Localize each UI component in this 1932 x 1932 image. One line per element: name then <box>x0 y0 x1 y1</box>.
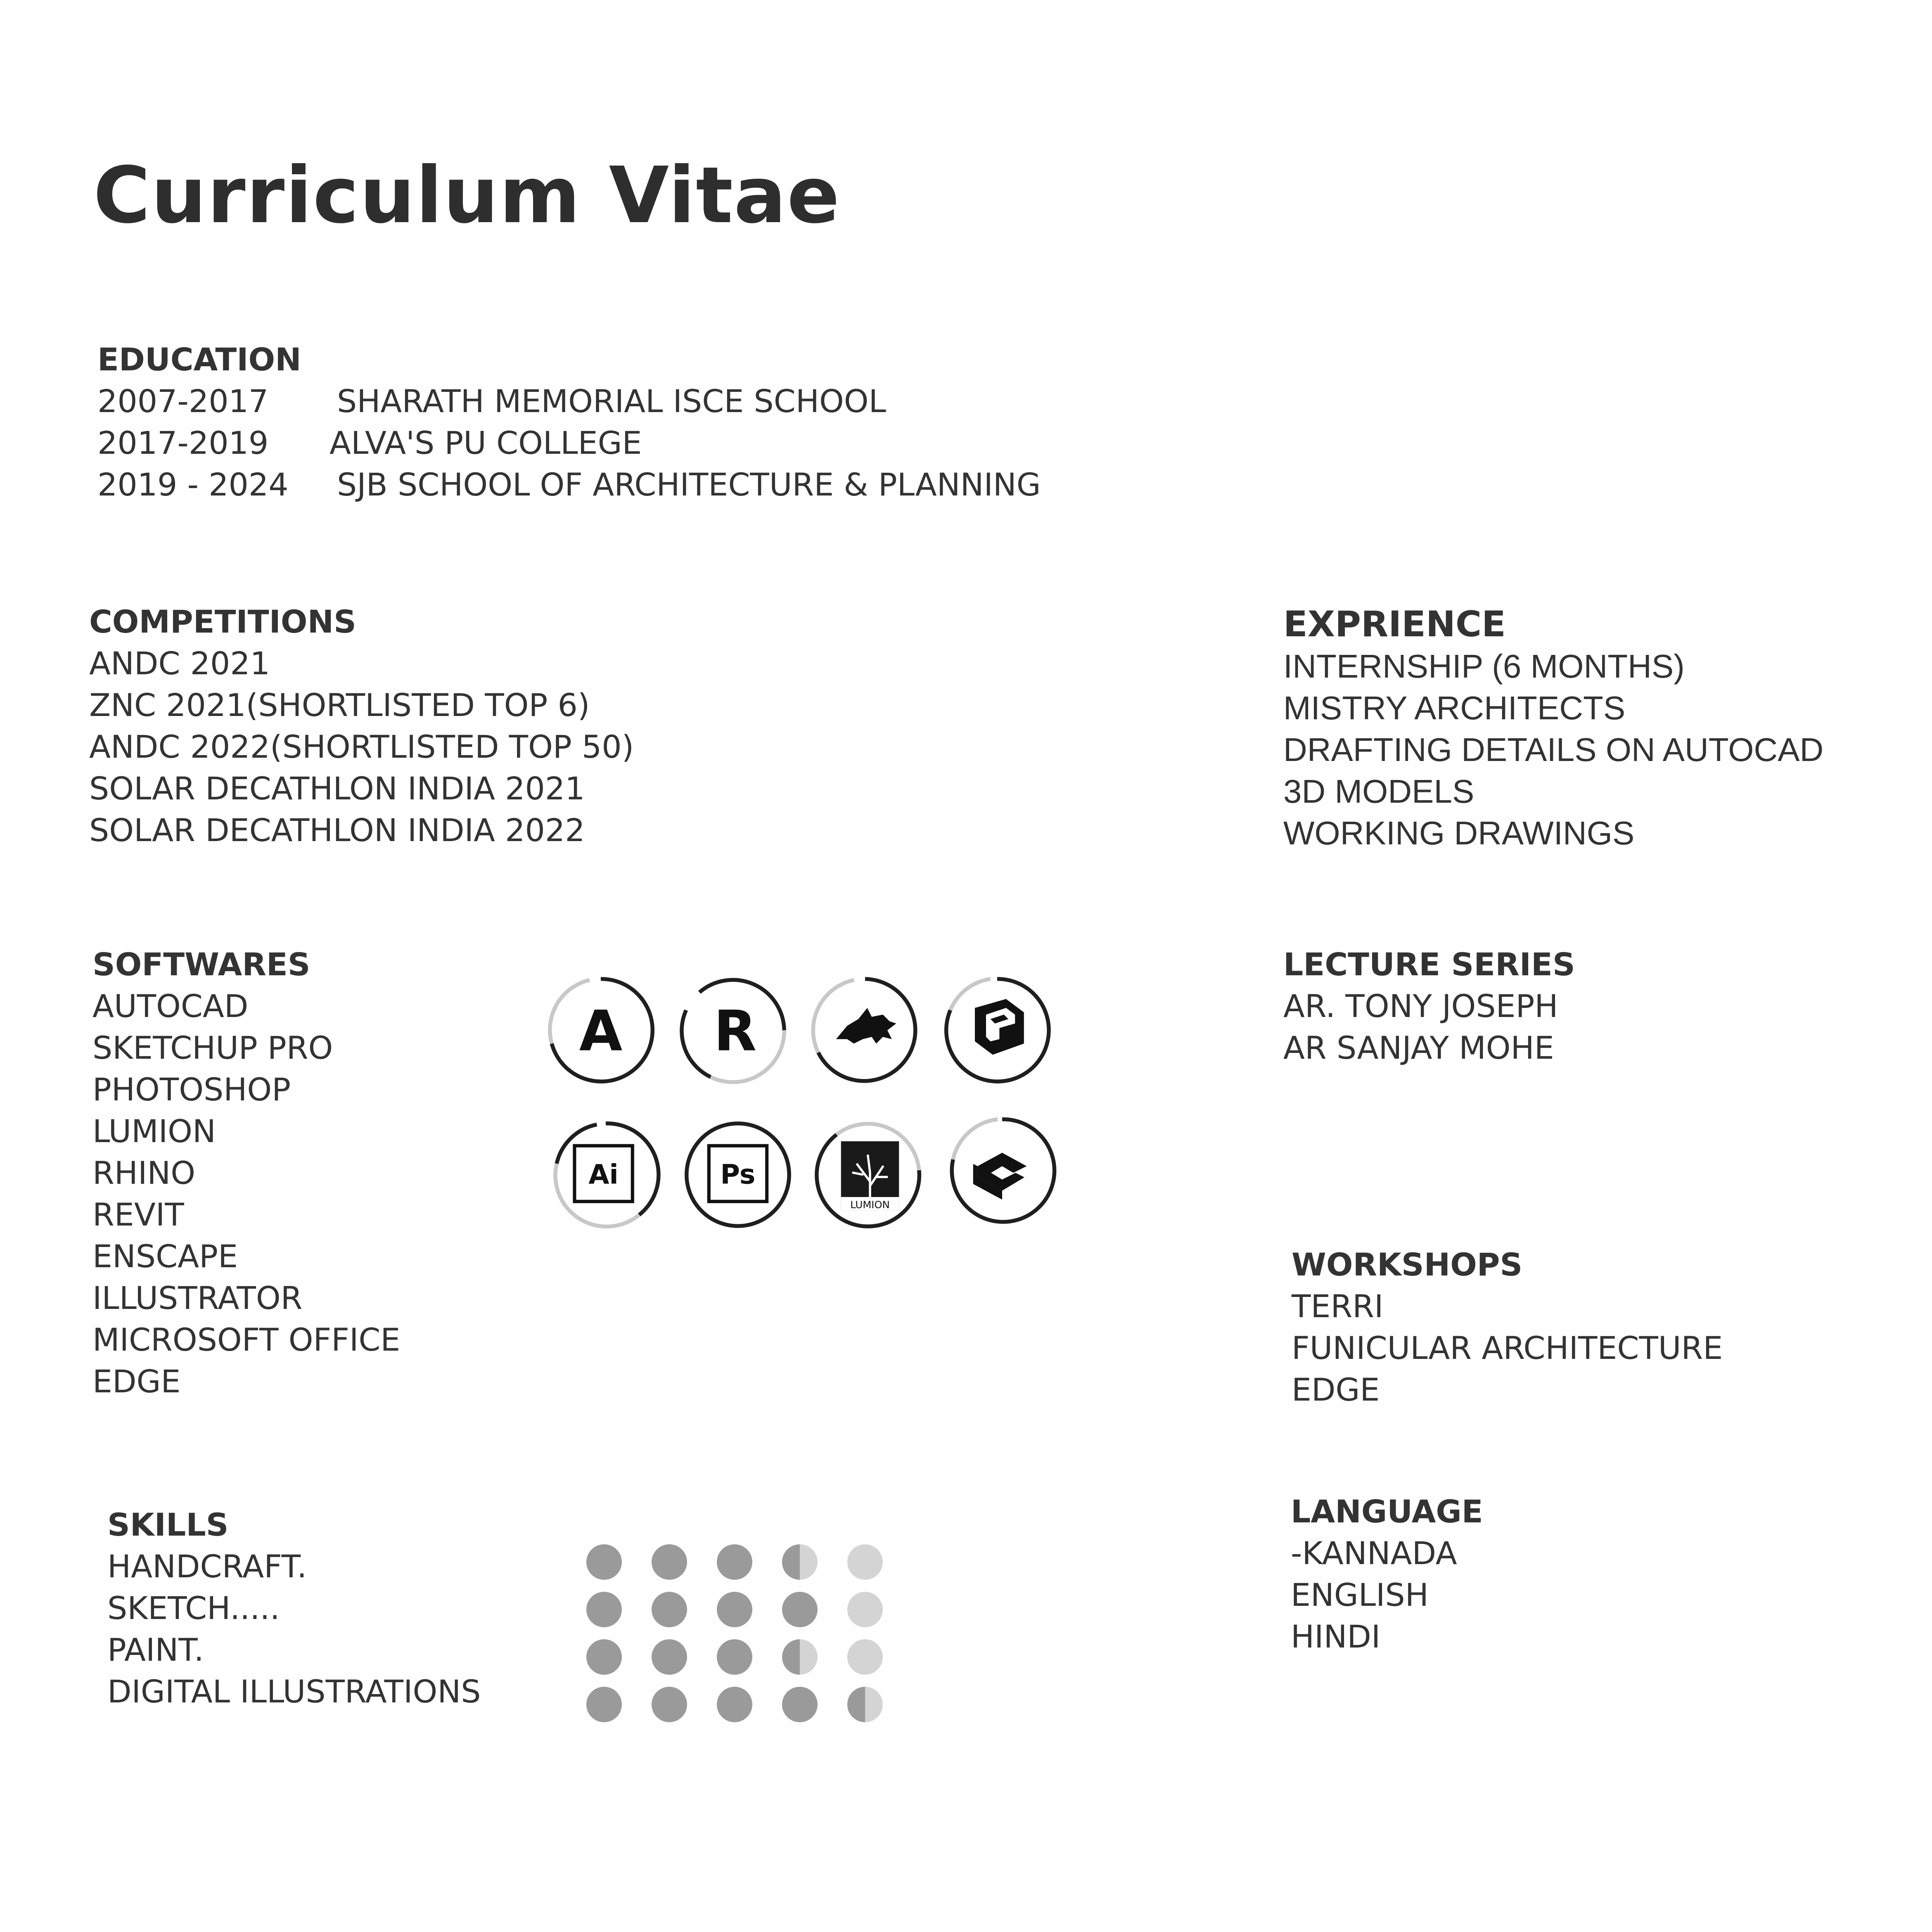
experience-item: MISTRY ARCHITECTS <box>1283 690 1626 726</box>
softwares-section <box>92 943 400 1402</box>
skill-dot <box>782 1544 818 1580</box>
skill-dot <box>717 1592 752 1627</box>
competition-item: ANDC 2021 <box>89 645 270 682</box>
skill-label: PAINT. <box>107 1631 204 1668</box>
illustrator-icon <box>550 1119 661 1230</box>
sketchup-icon <box>941 974 1053 1086</box>
skill-label: HANDCRAFT. <box>107 1548 307 1585</box>
language-section <box>1291 1491 1483 1657</box>
skill-dot <box>847 1544 883 1580</box>
lecture-item: AR SANJAY MOHE <box>1283 1029 1554 1066</box>
software-item: LUMION <box>92 1113 216 1150</box>
softwares-heading: SOFTWARES <box>92 946 311 983</box>
skills-section <box>107 1504 481 1712</box>
lecture-item: AR. TONY JOSEPH <box>1283 988 1558 1024</box>
skill-dot <box>782 1639 818 1675</box>
experience-heading: EXPRIENCE <box>1283 604 1506 645</box>
skill-dot <box>652 1687 687 1722</box>
education-heading: EDUCATION <box>97 341 301 378</box>
software-item: EDGE <box>92 1363 181 1400</box>
lecture-series-heading: LECTURE SERIES <box>1283 946 1575 983</box>
skill-dot <box>847 1639 883 1675</box>
skill-label: SKETCH..... <box>107 1590 280 1626</box>
illustrator-glyph: Ai <box>588 1159 619 1190</box>
competition-item: ZNC 2021(SHORTLISTED TOP 6) <box>89 687 590 723</box>
experience-item: 3D MODELS <box>1283 773 1474 810</box>
competition-item: SOLAR DECATHLON INDIA 2022 <box>89 812 585 849</box>
competitions-section <box>89 601 634 851</box>
experience-item: WORKING DRAWINGS <box>1283 815 1635 851</box>
skills-heading: SKILLS <box>107 1506 229 1543</box>
education-years: 2017-2019 <box>97 424 269 461</box>
enscape-icon <box>946 1115 1058 1226</box>
lumion-icon <box>814 1119 926 1230</box>
skill-dot <box>652 1639 687 1675</box>
skill-dot <box>717 1544 752 1580</box>
software-item: PHOTOSHOP <box>92 1071 291 1108</box>
skill-dot <box>847 1687 883 1722</box>
workshops-heading: WORKSHOPS <box>1292 1246 1523 1283</box>
education-years: 2007-2017 <box>97 383 269 420</box>
photoshop-glyph: Ps <box>720 1159 756 1190</box>
education-institution: ALVA'S PU COLLEGE <box>330 424 642 461</box>
lecture-series-section <box>1283 943 1575 1069</box>
skill-dot <box>717 1687 752 1722</box>
competition-item: ANDC 2022(SHORTLISTED TOP 50) <box>89 728 634 765</box>
lumion-glyph: LUMION <box>850 1199 890 1211</box>
language-item: -KANNADA <box>1291 1535 1457 1572</box>
competitions-heading: COMPETITIONS <box>89 603 356 640</box>
workshop-item: FUNICULAR ARCHITECTURE <box>1292 1330 1723 1366</box>
revit-icon <box>677 974 789 1086</box>
software-item: REVIT <box>92 1196 184 1233</box>
language-heading: LANGUAGE <box>1291 1493 1483 1530</box>
education-section <box>97 339 1130 505</box>
experience-item: DRAFTING DETAILS ON AUTOCAD <box>1283 731 1824 768</box>
rhino-icon <box>809 974 921 1086</box>
skill-rating-dots <box>586 1544 896 1738</box>
skill-dot <box>586 1544 622 1580</box>
workshops-section <box>1292 1244 1723 1410</box>
workshop-item: TERRI <box>1292 1288 1384 1325</box>
skill-dot <box>782 1592 818 1627</box>
software-item: SKETCHUP PRO <box>92 1029 333 1066</box>
software-item: ILLUSTRATOR <box>92 1280 303 1316</box>
experience-section <box>1283 604 1823 854</box>
education-institution: SHARATH MEMORIAL ISCE SCHOOL <box>337 383 886 420</box>
competition-item: SOLAR DECATHLON INDIA 2021 <box>89 770 585 807</box>
skill-dot <box>586 1639 622 1675</box>
software-item: AUTOCAD <box>92 988 249 1024</box>
software-item: RHINO <box>92 1154 196 1191</box>
language-item: HINDI <box>1291 1618 1381 1655</box>
skill-dot <box>586 1687 622 1722</box>
education-row <box>97 464 1130 505</box>
skill-dot <box>782 1687 818 1722</box>
experience-item: INTERNSHIP (6 MONTHS) <box>1283 648 1685 685</box>
language-item: ENGLISH <box>1291 1576 1429 1613</box>
education-row <box>97 380 1130 422</box>
skill-dot <box>586 1592 622 1627</box>
software-item: MICROSOFT OFFICE <box>92 1321 401 1358</box>
software-icons <box>545 974 1057 1239</box>
education-years: 2019 - 2024 <box>97 466 289 503</box>
skill-dot <box>847 1592 883 1627</box>
revit-glyph: R <box>714 998 757 1064</box>
workshop-item: EDGE <box>1292 1371 1380 1408</box>
skill-dot <box>717 1639 752 1675</box>
autocad-icon <box>545 974 657 1086</box>
skill-dot <box>652 1544 687 1580</box>
education-row <box>97 422 1130 464</box>
software-item: ENSCAPE <box>92 1238 238 1275</box>
photoshop-icon <box>682 1119 794 1230</box>
skill-dot <box>652 1592 687 1627</box>
autocad-glyph: A <box>579 998 623 1064</box>
page-title: Curriculum Vitae <box>93 150 841 241</box>
education-institution: SJB SCHOOL OF ARCHITECTURE & PLANNING <box>337 466 1041 503</box>
skill-label: DIGITAL ILLUSTRATIONS <box>107 1673 481 1710</box>
